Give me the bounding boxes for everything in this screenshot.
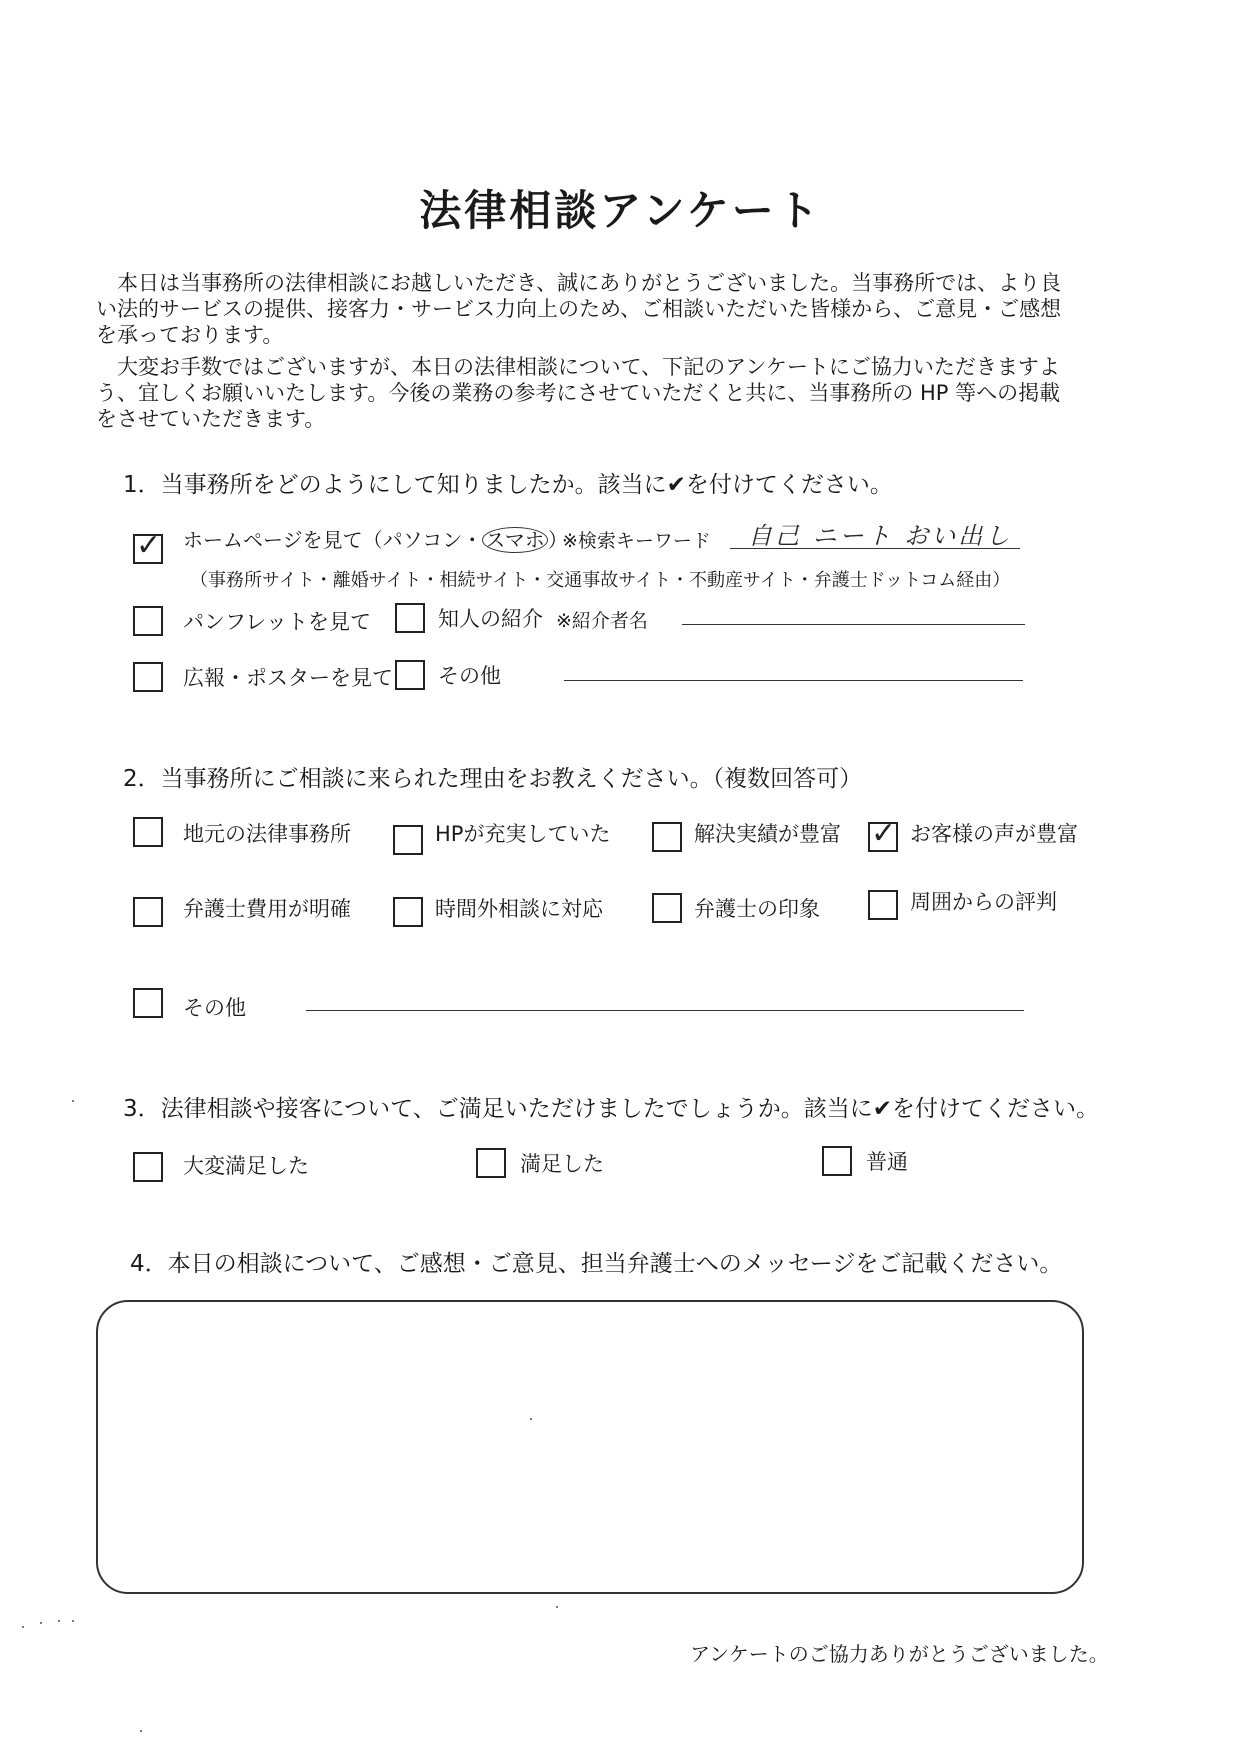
checkbox-poster[interactable] [133, 662, 163, 692]
checkbox-reason-impression[interactable] [652, 893, 682, 923]
reason-impression-label: 弁護士の印象 [694, 897, 820, 921]
sites-note: （事務所サイト・離婚サイト・相続サイト・交通事故サイト・不動産サイト・弁護士ドットコム経由） [190, 570, 1011, 591]
reason-afterhours-label: 時間外相談に対応 [435, 897, 603, 921]
reason-hp-label: HPが充実していた [435, 822, 611, 846]
thank-you-footer: アンケートのご協力ありがとうございました。 [690, 1642, 1109, 1666]
reason-local-label: 地元の法律事務所 [183, 822, 351, 846]
question-2-label: 2．当事務所にご相談に来られた理由をお教えください。（複数回答可） [123, 766, 863, 792]
checkbox-pamphlet[interactable] [133, 606, 163, 636]
referral-name-line[interactable] [682, 624, 1025, 625]
scan-speck [140, 1730, 142, 1732]
question-3-label: 3．法律相談や接客について、ご満足いただけましたでしょうか。該当に✔を付けてください。 [123, 1096, 1099, 1122]
checkbox-q2-other[interactable] [133, 988, 163, 1018]
search-keyword-label: ※検索キーワード [562, 530, 711, 552]
referral-label: 知人の紹介 [438, 607, 543, 631]
page-title: 法律相談アンケート [419, 186, 822, 235]
intro-paragraph-1: 本日は当事務所の法律相談にお越しいただき、誠にありがとうございました。当事務所では、より良い法的サービスの提供、接客力・サービス力向上のため、ご相談いただいた皆様から、ご意見・ご感想を承っております。 [96, 271, 1062, 347]
checkbox-satisfied[interactable] [476, 1148, 506, 1178]
question-4-label: 4．本日の相談について、ご感想・ご意見、担当弁護士へのメッセージをご記載ください。 [130, 1251, 1063, 1277]
scan-speck [72, 1100, 74, 1102]
poster-label: 広報・ポスターを見て [183, 666, 393, 690]
checkbox-homepage[interactable] [133, 534, 163, 564]
q1-other-line[interactable] [564, 680, 1023, 681]
question-1-label: 1．当事務所をどのようにして知りましたか。該当に✔を付けてください。 [123, 472, 893, 498]
reason-reviews-label: お客様の声が豊富 [910, 822, 1078, 846]
reason-reputation-label: 周囲からの評判 [910, 890, 1057, 914]
scan-speck [40, 1622, 42, 1624]
pamphlet-label: パンフレットを見て [183, 610, 371, 634]
homepage-label-prefix: ホームページを見て（パソコン・ [183, 528, 483, 552]
checkbox-very-satisfied[interactable] [133, 1152, 163, 1182]
referral-name-note: ※紹介者名 [556, 610, 648, 632]
checkbox-reason-reviews[interactable] [868, 822, 898, 852]
checkbox-referral[interactable] [395, 603, 425, 633]
checkbox-reason-results[interactable] [652, 822, 682, 852]
homepage-label-suffix: ） [547, 528, 568, 552]
checkbox-neutral[interactable] [822, 1146, 852, 1176]
scan-speck [22, 1626, 24, 1628]
q2-other-label: その他 [183, 996, 246, 1020]
smartphone-circled: スマホ [482, 527, 548, 553]
reason-fees-label: 弁護士費用が明確 [183, 897, 351, 921]
checkbox-reason-hp[interactable] [393, 825, 423, 855]
checkbox-q1-other[interactable] [395, 660, 425, 690]
reason-results-label: 解決実績が豊富 [694, 822, 841, 846]
intro-paragraph-2: 大変お手数ではございますが、本日の法律相談について、下記のアンケートにご協力いただきますよう、宜しくお願いいたします。今後の業務の参考にさせていただくと共に、当事務所の HP 等への掲載をさせていただきます。 [96, 355, 1061, 431]
scan-speck [556, 1606, 558, 1608]
checkbox-reason-fees[interactable] [133, 897, 163, 927]
checkbox-reason-afterhours[interactable] [393, 897, 423, 927]
scan-speck [58, 1620, 60, 1622]
satisfied-label: 満足した [520, 1152, 604, 1176]
very-satisfied-label: 大変満足した [183, 1154, 309, 1178]
neutral-label: 普通 [866, 1150, 908, 1174]
scan-speck [72, 1620, 74, 1622]
checkbox-reason-local[interactable] [133, 817, 163, 847]
scan-speck [530, 1418, 532, 1420]
search-keyword-handwritten: 自己 ニート おい出し [748, 522, 1013, 550]
homepage-option-label [183, 524, 568, 553]
q2-other-line[interactable] [306, 1010, 1024, 1011]
checkbox-reason-reputation[interactable] [868, 890, 898, 920]
keyword-underline [730, 548, 1020, 549]
q1-other-label: その他 [438, 664, 501, 688]
message-box[interactable] [96, 1300, 1084, 1594]
